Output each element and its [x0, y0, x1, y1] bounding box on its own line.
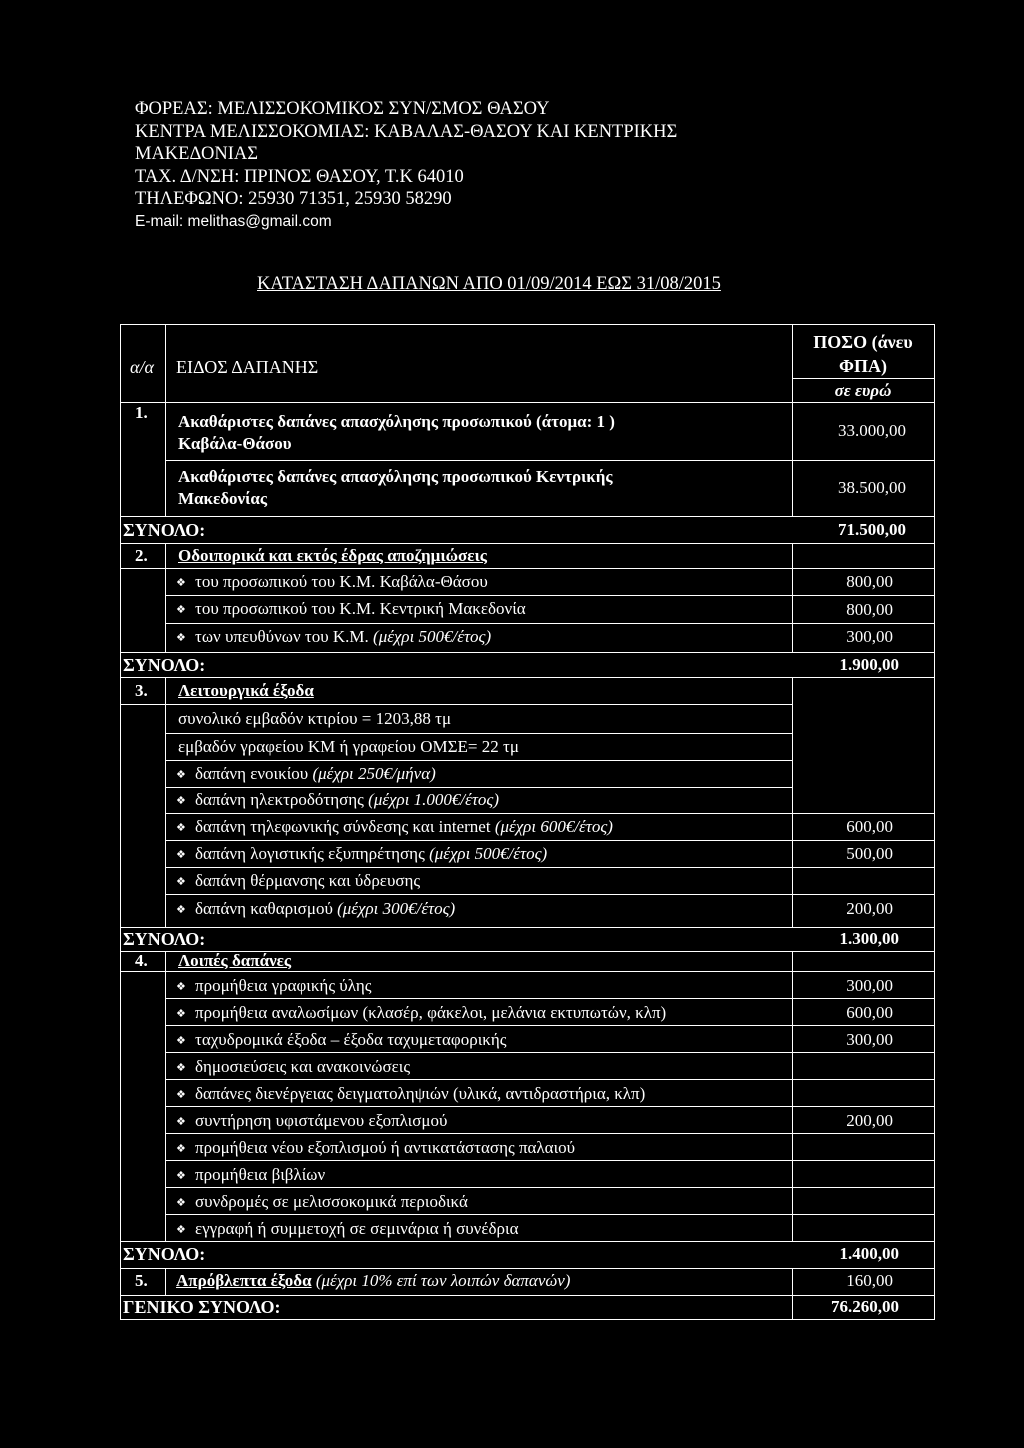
s4-total-amount: 1.400,00 [839, 1244, 899, 1263]
s3-item-electricity-limit: (μέχρι 1.000€/έτος) [368, 790, 499, 809]
row-line [166, 787, 793, 788]
s4-item-postage-amount: 300,00 [846, 1030, 893, 1049]
col-header-amount-vat: ΦΠΑ) [839, 356, 887, 376]
bullet-icon: ❖ [176, 1170, 186, 1182]
s1-row2-line1: Ακαθάριστες δαπάνες απασχόλησης προσωπικού Κεντρικής [178, 467, 613, 486]
s4-item-subscriptions: συνδρομές σε μελισσοκομικά περιοδικά [195, 1192, 468, 1211]
row-line [120, 652, 935, 653]
s4-item-maintenance-amount: 200,00 [846, 1111, 893, 1130]
s1-row2-amount: 38.500,00 [838, 478, 906, 497]
table-border-top [120, 324, 935, 325]
row-line [120, 516, 935, 517]
s4-item-postage: ταχυδρομικά έξοδα – έξοδα ταχυμεταφορικής [195, 1030, 507, 1049]
col-separator-num [165, 951, 166, 1241]
row-line [120, 704, 793, 705]
s5-amount: 160,00 [846, 1271, 893, 1290]
col-header-number: α/α [130, 357, 154, 377]
row-line [120, 1295, 935, 1296]
bullet-icon: ❖ [176, 1116, 186, 1128]
section-5-number: 5. [135, 1271, 148, 1290]
col-separator-num [165, 324, 166, 516]
s2-item-3-limit: (μέχρι 500€/έτος) [373, 627, 492, 646]
bullet-icon: ❖ [176, 849, 186, 861]
s2-item-2: του προσωπικού του Κ.Μ. Κεντρική Μακεδονία [195, 599, 526, 618]
row-line [166, 1052, 935, 1053]
s3-item-cleaning-amount: 200,00 [846, 899, 893, 918]
s1-row2-line2: Μακεδονίας [178, 489, 268, 508]
col-separator-num [165, 677, 166, 927]
bullet-icon: ❖ [176, 1035, 186, 1047]
row-line [166, 733, 793, 734]
s2-total-label: ΣΥΝΟΛΟ: [123, 655, 206, 675]
row-line [166, 1079, 935, 1080]
s2-item-1: του προσωπικού του Κ.Μ. Καβάλα-Θάσου [195, 572, 488, 591]
s3-item-telephone [195, 817, 613, 837]
s3-total-amount: 1.300,00 [839, 929, 899, 948]
s1-row1-line1: Ακαθάριστες δαπάνες απασχόλησης προσωπικού (άτομα: 1 ) [178, 412, 615, 431]
s3-item-cleaning [195, 899, 455, 919]
s4-title: Λοιπές δαπάνες [178, 951, 292, 970]
row-line [120, 543, 935, 544]
table-border-right [934, 324, 935, 1320]
organization-header [135, 98, 677, 233]
col-header-amount: ΠΟΣΟ (άνευ [813, 332, 913, 352]
row-line [166, 1133, 935, 1134]
s3-item-rent [195, 764, 436, 784]
col-header-expense-type: ΕΙΔΟΣ ΔΑΠΑΝΗΣ [176, 357, 319, 377]
bullet-icon: ❖ [176, 1089, 186, 1101]
s3-item-accounting-limit: (μέχρι 500€/έτος) [429, 844, 548, 863]
s3-item-electricity-text: δαπάνη ηλεκτροδότησης [195, 790, 369, 809]
table-border-bottom [120, 1319, 935, 1320]
s3-item-telephone-amount: 600,00 [846, 817, 893, 836]
s3-item-accounting [195, 844, 547, 864]
s4-item-maintenance: συντήρηση υφιστάμενου εξοπλισμού [195, 1111, 448, 1130]
row-line [120, 402, 935, 403]
grand-total-amount: 76.260,00 [831, 1297, 899, 1316]
s2-item-3-text: των υπευθύνων του Κ.Μ. [195, 627, 374, 646]
s3-title: Λειτουργικά έξοδα [178, 681, 314, 700]
header-line-phone: ΤΗΛΕΦΩΝΟ: 25930 71351, 25930 58290 [135, 189, 452, 209]
header-line-centers: ΚΕΝΤΡΑ ΜΕΛΙΣΣΟΚΟΜΙΑΣ: ΚΑΒΑΛΑΣ-ΘΑΣΟΥ ΚΑΙ ΚΕΝΤΡΙΚΗΣ [135, 121, 678, 142]
bullet-icon: ❖ [176, 822, 186, 834]
section-3-number: 3. [135, 681, 148, 700]
col-header-currency: σε ευρώ [834, 381, 892, 400]
row-line [166, 1025, 935, 1026]
row-line [166, 760, 793, 761]
s1-total-label: ΣΥΝΟΛΟ: [123, 520, 206, 540]
s4-item-new-equipment: προμήθεια νέου εξοπλισμού ή αντικατάστασης παλαιού [195, 1138, 576, 1157]
s4-item-consumables-amount: 600,00 [846, 1003, 893, 1022]
bullet-icon: ❖ [176, 604, 186, 616]
row-line [166, 1214, 935, 1215]
bullet-icon: ❖ [176, 981, 186, 993]
row-line [120, 677, 935, 678]
row-line [166, 1106, 935, 1107]
table-border-left [120, 324, 121, 1320]
row-line [166, 595, 935, 596]
bullet-icon: ❖ [176, 795, 186, 807]
bullet-icon: ❖ [176, 1062, 186, 1074]
s3-item-electricity [195, 790, 499, 810]
section-1-number: 1. [135, 403, 148, 422]
s4-item-books: προμήθεια βιβλίων [195, 1165, 326, 1184]
row-line [166, 623, 935, 624]
bullet-icon: ❖ [176, 769, 186, 781]
col-separator-num [165, 543, 166, 652]
header-line-organization: ΦΟΡΕΑΣ: ΜΕΛΙΣΣΟΚΟΜΙΚΟΣ ΣΥΝ/ΣΜΟΣ ΘΑΣΟΥ [135, 99, 550, 119]
s5-row [176, 1271, 570, 1291]
row-line [120, 927, 935, 928]
bullet-icon: ❖ [176, 904, 186, 916]
bullet-icon: ❖ [176, 632, 186, 644]
s3-office-area: εμβαδόν γραφείου ΚΜ ή γραφείου ΟΜΣΕ= 22 τμ [178, 737, 519, 756]
s4-item-consumables: προμήθεια αναλωσίμων (κλασέρ, φάκελοι, μελάνια εκτυπωτών, κλπ) [195, 1003, 667, 1022]
header-line-address: ΤΑΧ. Δ/ΝΣΗ: ΠΡΙΝΟΣ ΘΑΣΟΥ, Τ.Κ 64010 [135, 166, 464, 187]
row-line [166, 1160, 935, 1161]
s4-item-stationery-amount: 300,00 [846, 976, 893, 995]
row-line [793, 378, 935, 379]
col-separator-amount [792, 677, 793, 927]
section-4-number: 4. [135, 951, 148, 970]
s5-limit: (μέχρι 10% επί των λοιπών δαπανών) [311, 1271, 571, 1290]
bullet-icon: ❖ [176, 1197, 186, 1209]
row-line [166, 998, 935, 999]
col-separator-num [165, 1268, 166, 1295]
s2-item-1-amount: 800,00 [846, 572, 893, 591]
bullet-icon: ❖ [176, 577, 186, 589]
s1-total-amount: 71.500,00 [838, 520, 906, 539]
s2-item-2-amount: 800,00 [846, 600, 893, 619]
s3-item-cleaning-text: δαπάνη καθαρισμού [195, 899, 338, 918]
s4-item-publications: δημοσιεύσεις και ανακοινώσεις [195, 1057, 411, 1076]
bullet-icon: ❖ [176, 1008, 186, 1020]
header-line-email: E-mail: melithas@gmail.com [135, 212, 332, 230]
s3-item-rent-text: δαπάνη ενοικίου [195, 764, 313, 783]
s5-title: Απρόβλεπτα έξοδα [176, 1271, 312, 1290]
row-line [166, 460, 935, 461]
s2-item-3 [195, 627, 491, 647]
s2-title: Οδοιπορικά και εκτός έδρας αποζημιώσεις [178, 546, 487, 565]
s3-item-heating: δαπάνη θέρμανσης και ύδρευσης [195, 871, 421, 890]
s4-item-seminars: εγγραφή ή συμμετοχή σε σεμινάρια ή συνέδρια [195, 1219, 519, 1238]
s1-row1-line2: Καβάλα-Θάσου [178, 434, 292, 453]
s3-item-rent-limit: (μέχρι 250€/μήνα) [312, 764, 436, 783]
s3-item-accounting-amount: 500,00 [846, 844, 893, 863]
row-line [120, 1241, 935, 1242]
row-line [120, 1268, 935, 1269]
s4-item-stationery: προμήθεια γραφικής ύλης [195, 976, 372, 995]
row-line [166, 813, 935, 814]
row-line [166, 1187, 935, 1188]
s1-row1-amount: 33.000,00 [838, 421, 906, 440]
bullet-icon: ❖ [176, 1143, 186, 1155]
s2-item-3-amount: 300,00 [846, 627, 893, 646]
s3-total-label: ΣΥΝΟΛΟ: [123, 929, 206, 949]
row-line [166, 894, 935, 895]
s4-item-sampling: δαπάνες διενέργειας δειγματοληψιών (υλικά, αντιδραστήρια, κλπ) [195, 1084, 646, 1103]
bullet-icon: ❖ [176, 1224, 186, 1236]
bullet-icon: ❖ [176, 876, 186, 888]
s3-item-telephone-text: δαπάνη τηλεφωνικής σύνδεσης και internet [195, 817, 495, 836]
s4-total-label: ΣΥΝΟΛΟ: [123, 1244, 206, 1264]
section-2-number: 2. [135, 546, 148, 565]
document-title: ΚΑΤΑΣΤΑΣΗ ΔΑΠΑΝΩΝ ΑΠΟ 01/09/2014 ΕΩΣ 31/08/2015 [257, 274, 721, 294]
s3-building-area: συνολικό εμβαδόν κτιρίου = 1203,88 τμ [178, 709, 452, 728]
row-line [166, 840, 935, 841]
s3-item-telephone-limit: (μέχρι 600€/έτος) [494, 817, 613, 836]
row-line [166, 867, 935, 868]
s2-total-amount: 1.900,00 [839, 655, 899, 674]
s3-item-cleaning-limit: (μέχρι 300€/έτος) [337, 899, 456, 918]
row-line [120, 568, 935, 569]
row-line [120, 971, 935, 972]
grand-total-label: ΓΕΝΙΚΟ ΣΥΝΟΛΟ: [123, 1297, 281, 1317]
s3-item-accounting-text: δαπάνη λογιστικής εξυπηρέτησης [195, 844, 430, 863]
header-line-region: ΜΑΚΕΔΟΝΙΑΣ [135, 144, 259, 164]
